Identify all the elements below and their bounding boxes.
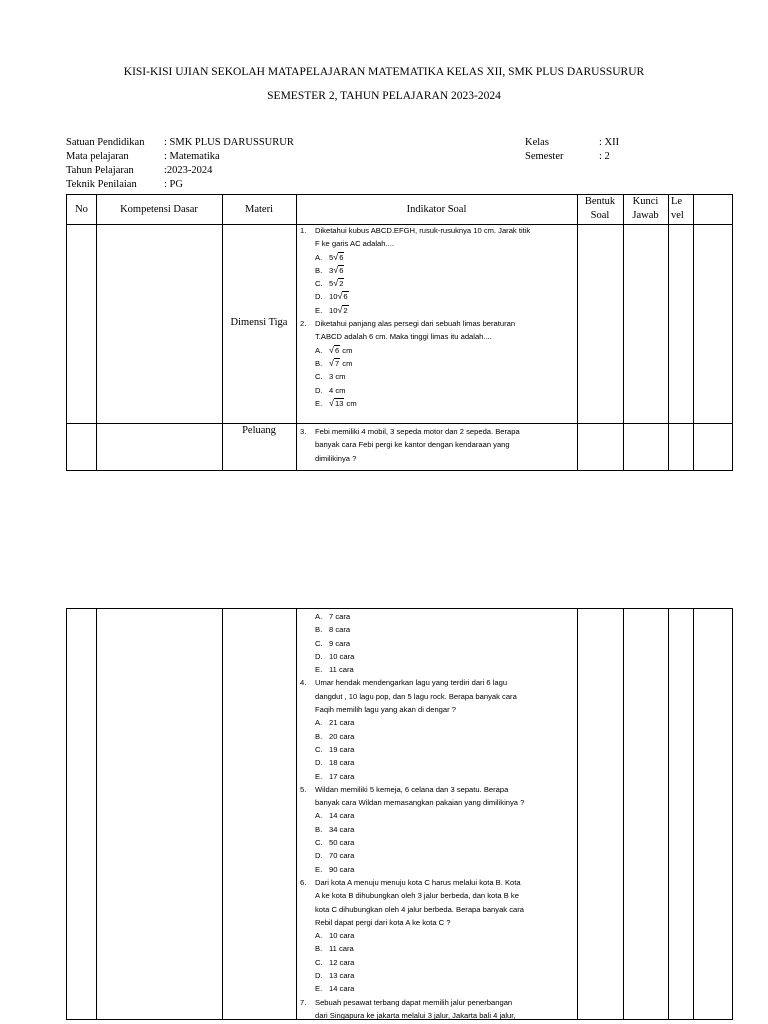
question-number: 2. — [300, 319, 307, 329]
question-text: Febi memiliki 4 mobil, 3 sepeda motor dan 2 sepeda. Berapa — [315, 427, 520, 436]
kisi-table-page1 — [66, 194, 733, 471]
option-text: 14 cara — [329, 984, 355, 994]
sqrt-icon: √ — [337, 304, 343, 315]
option-d — [300, 849, 576, 862]
option-radicand: 7 — [334, 358, 340, 368]
question-text: Faqih memilih lagu yang akan di dengar ? — [315, 705, 456, 715]
question-number: 7. — [300, 997, 307, 1007]
sqrt-icon: √ — [329, 344, 334, 355]
option-letter: E. — [315, 665, 323, 675]
option-letter: E. — [315, 984, 323, 994]
option-letter: A. — [315, 811, 323, 821]
question-number: 5. — [300, 784, 307, 794]
meta-mapel-value: : Matematika — [164, 151, 220, 162]
option-letter: C. — [315, 279, 323, 289]
option-d — [300, 650, 576, 663]
materi-peluang: Peluang — [242, 425, 276, 436]
header-bentuk-line1: Bentuk — [584, 196, 616, 207]
question-text: Diketahui panjang alas persegi dari sebuah limas beraturan — [315, 319, 516, 329]
option-b — [300, 264, 576, 277]
option-c — [300, 277, 576, 290]
option-text: 10 cara — [329, 651, 355, 661]
option-e — [300, 770, 576, 783]
questions-peluang-continued — [300, 610, 576, 1022]
option-letter: E. — [315, 305, 323, 315]
option-b — [300, 623, 576, 636]
header-kunci-jawab — [623, 195, 668, 223]
option-a — [300, 716, 576, 729]
option-radicand: 2 — [339, 279, 344, 289]
question-7 — [300, 996, 576, 1009]
question-1 — [300, 224, 576, 237]
option-letter: B. — [315, 265, 323, 275]
meta-teknik-value: : PG — [164, 179, 183, 190]
meta-satuan-value: : SMK PLUS DARUSSURUR — [164, 137, 294, 148]
option-text: 12 cara — [329, 957, 355, 967]
option-letter: B. — [315, 358, 323, 368]
meta-kelas-value: : XII — [599, 137, 620, 148]
option-text: 20 cara — [329, 731, 355, 741]
option-text: 11 cara — [329, 944, 354, 954]
option-text: 90 cara — [329, 864, 355, 874]
option-radicand: 6 — [334, 345, 340, 355]
meta-teknik-label: Teknik Penilaian — [66, 179, 137, 190]
meta-kelas-label: Kelas — [525, 137, 549, 148]
header-materi: Materi — [245, 204, 273, 215]
header-kompetensi-dasar: Kompetensi Dasar — [120, 204, 198, 215]
option-radicand: 6 — [343, 292, 348, 302]
option-text: 21 cara — [329, 718, 355, 728]
option-e — [300, 304, 576, 317]
option-a — [300, 610, 576, 623]
option-unit: cm — [344, 398, 357, 408]
option-e — [300, 397, 576, 410]
question-5 — [300, 783, 576, 796]
header-no: No — [75, 204, 88, 215]
option-b — [300, 357, 576, 370]
option-a — [300, 344, 576, 357]
option-radicand: 13 — [334, 398, 344, 408]
header-bentuk-line2: Soal — [590, 210, 610, 221]
header-level-line1: Le — [671, 196, 683, 207]
option-letter: D. — [315, 971, 323, 981]
option-letter: A. — [315, 931, 323, 941]
option-coef: 5 — [329, 252, 334, 262]
question-number: 4. — [300, 678, 307, 688]
option-c — [300, 743, 576, 756]
option-text: 50 cara — [329, 838, 355, 848]
question-text: dari Singapura ke jakarta melalui 3 jalur, Jakarta bali 4 jalur, — [315, 1010, 516, 1020]
option-letter: D. — [315, 651, 323, 661]
sqrt-icon: √ — [337, 291, 343, 302]
option-letter: C. — [315, 638, 323, 648]
header-level — [668, 195, 696, 223]
option-text: 9 cara — [329, 638, 351, 648]
option-unit: cm — [340, 358, 353, 368]
option-b — [300, 730, 576, 743]
question-text: T.ABCD adalah 6 cm. Maka tinggi limas itu adalah.... — [315, 332, 492, 342]
materi-dimensi-tiga: Dimensi Tiga — [230, 317, 288, 328]
question-text: dimilikinya ? — [315, 453, 357, 463]
document-subtitle: SEMESTER 2, TAHUN PELAJARAN 2023-2024 — [267, 90, 501, 102]
option-a — [300, 809, 576, 822]
option-c — [300, 637, 576, 650]
sqrt-icon: √ — [333, 264, 339, 275]
option-c — [300, 836, 576, 849]
question-3 — [300, 425, 576, 438]
option-letter: A. — [315, 612, 323, 621]
option-text: 3 cm — [329, 372, 346, 382]
question-text: Umar hendak mendengarkan lagu yang terdiri dari 6 lagu — [315, 678, 508, 688]
option-a — [300, 251, 576, 264]
question-number: 6. — [300, 877, 307, 887]
option-text: 19 cara — [329, 744, 355, 754]
option-d — [300, 290, 576, 303]
question-text: A ke kota B dihubungkan oleh 3 jalur berbeda, dan kota B ke — [315, 891, 519, 901]
option-text: 34 cara — [329, 824, 355, 834]
option-letter: B. — [315, 625, 323, 635]
option-a — [300, 929, 576, 942]
option-text: 13 cara — [329, 971, 355, 981]
option-text: 10 cara — [329, 931, 355, 941]
questions-dimensi-tiga — [300, 224, 576, 410]
option-letter: A. — [315, 252, 323, 262]
meta-semester-value: : 2 — [599, 151, 610, 162]
option-radicand: 6 — [339, 252, 344, 262]
question-text: Rebil dapat pergi dari kota A ke kota C ? — [315, 917, 451, 927]
option-unit: cm — [340, 345, 353, 355]
question-text: kota C dihubungkan oleh 4 jalur berbeda. Berapa banyak cara — [315, 904, 524, 914]
option-e — [300, 863, 576, 876]
question-number: 1. — [300, 226, 307, 235]
option-coef: 3 — [329, 265, 334, 275]
option-letter: D. — [315, 758, 323, 768]
question-text: F ke garis AC adalah.... — [315, 239, 394, 249]
option-letter: D. — [315, 851, 323, 861]
kisi-table-page2 — [66, 608, 733, 1020]
meta-tahun-value: :2023-2024 — [164, 165, 213, 176]
option-letter: E. — [315, 771, 323, 781]
document-title: KISI-KISI UJIAN SEKOLAH MATAPELAJARAN MATEMATIKA KELAS XII, SMK PLUS DARUSSURUR — [123, 66, 645, 78]
option-coef: 5 — [329, 279, 334, 289]
sqrt-icon: √ — [329, 397, 334, 408]
option-text: 11 cara — [329, 665, 354, 675]
question-2 — [300, 317, 576, 330]
option-letter: A. — [315, 718, 323, 728]
header-kunci-line1: Kunci — [632, 196, 659, 207]
option-b — [300, 942, 576, 955]
option-letter: B. — [315, 731, 323, 741]
question-text: Wildan memiliki 5 kemeja, 6 celana dan 3 sepatu. Berapa — [315, 784, 509, 794]
header-kunci-line2: Jawab — [632, 210, 659, 221]
question-text: banyak cara Wildan memasangkan pakaian yang dimilikinya ? — [315, 798, 525, 808]
header-level-line2: vel — [671, 210, 684, 221]
option-letter: C. — [315, 372, 323, 382]
option-letter: E. — [315, 864, 323, 874]
question-text: Dari kota A menuju menuju kota C harus melalui kota B. Kota — [315, 877, 521, 887]
question-4 — [300, 676, 576, 689]
questions-peluang — [300, 425, 576, 465]
option-letter: C. — [315, 838, 323, 848]
option-letter: C. — [315, 744, 323, 754]
option-letter: D. — [315, 385, 323, 395]
sqrt-icon: √ — [329, 357, 334, 368]
option-text: 18 cara — [329, 758, 355, 768]
option-coef: 10 — [329, 292, 338, 302]
option-c — [300, 370, 576, 383]
question-text: banyak cara Febi pergi ke kantor dengan kendaraan yang — [315, 440, 510, 450]
meta-tahun-label: Tahun Pelajaran — [66, 165, 134, 176]
option-letter: C. — [315, 957, 323, 967]
option-text: 4 cm — [329, 385, 346, 395]
option-d — [300, 384, 576, 397]
option-b — [300, 823, 576, 836]
option-e — [300, 982, 576, 995]
sqrt-icon: √ — [333, 251, 339, 262]
question-6 — [300, 876, 576, 889]
option-d — [300, 969, 576, 982]
option-text: 7 cara — [329, 612, 351, 621]
option-letter: D. — [315, 292, 323, 302]
option-e — [300, 663, 576, 676]
option-letter: B. — [315, 824, 323, 834]
option-letter: A. — [315, 345, 323, 355]
option-text: 70 cara — [329, 851, 355, 861]
question-number: 3. — [300, 427, 307, 436]
question-text: Sebuah pesawat terbang dapat memilih jalur penerbangan — [315, 997, 513, 1007]
meta-mapel-label: Mata pelajaran — [66, 151, 129, 162]
meta-satuan-label: Satuan Pendidikan — [66, 137, 145, 148]
option-c — [300, 956, 576, 969]
header-indikator-soal: Indikator Soal — [406, 204, 467, 215]
meta-semester-label: Semester — [525, 151, 564, 162]
header-bentuk-soal — [577, 195, 623, 223]
option-coef: 10 — [329, 305, 338, 315]
option-radicand: 2 — [343, 305, 348, 315]
option-d — [300, 756, 576, 769]
sqrt-icon: √ — [333, 278, 339, 289]
question-text: Diketahui kubus ABCD.EFGH, rusuk-rusuknya 10 cm. Jarak titik — [315, 226, 531, 235]
option-text: 8 cara — [329, 625, 351, 635]
question-text: dangdut , 10 lagu pop, dan 5 lagu rock. Berapa banyak cara — [315, 691, 517, 701]
option-text: 17 cara — [329, 771, 355, 781]
option-letter: B. — [315, 944, 323, 954]
option-radicand: 6 — [339, 265, 344, 275]
option-text: 14 cara — [329, 811, 355, 821]
option-letter: E. — [315, 398, 323, 408]
